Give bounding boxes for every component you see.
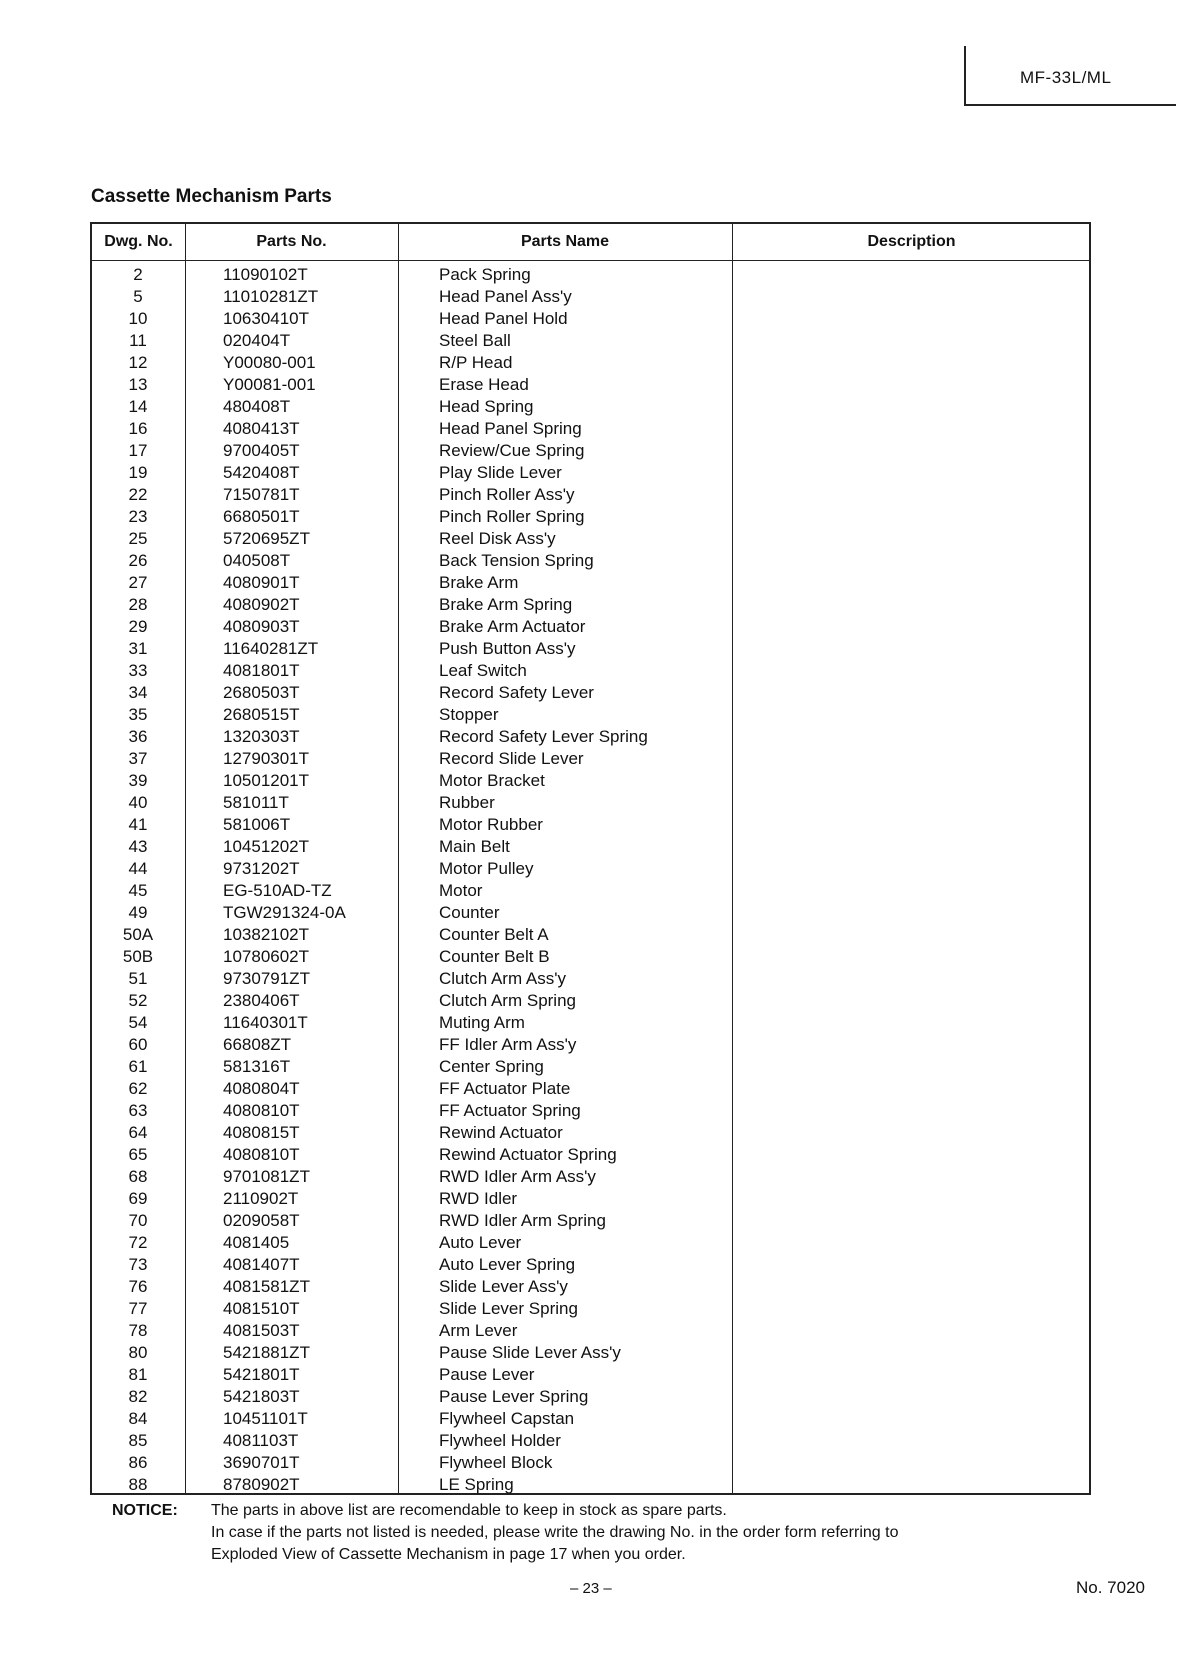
- cell-parts-name: Motor Bracket: [439, 771, 545, 790]
- cell-dwg-no: 28: [128, 595, 148, 614]
- cell-dwg-no: 54: [128, 1013, 148, 1032]
- cell-dwg-no: 23: [128, 507, 148, 526]
- cell-parts-no: 040508T: [223, 551, 291, 570]
- cell-parts-name: Play Slide Lever: [439, 463, 562, 482]
- table-row: [92, 836, 1089, 858]
- notice-text: [211, 1500, 1179, 1566]
- cell-parts-name: Motor Rubber: [439, 815, 543, 834]
- cell-parts-no: 4081405: [223, 1233, 290, 1252]
- cell-parts-no: 1320303T: [223, 727, 300, 746]
- table-row: [92, 726, 1089, 748]
- cell-dwg-no: 31: [128, 639, 148, 658]
- cell-parts-name: Head Spring: [439, 397, 534, 416]
- cell-parts-name: Auto Lever Spring: [439, 1255, 576, 1274]
- cell-dwg-no: 50A: [122, 925, 154, 944]
- cell-parts-no: 480408T: [223, 397, 291, 416]
- cell-dwg-no: 45: [128, 881, 148, 900]
- table-row: [92, 1342, 1089, 1364]
- cell-parts-no: 2380406T: [223, 991, 300, 1010]
- table-row: [92, 1144, 1089, 1166]
- cell-parts-no: 11010281ZT: [223, 287, 319, 306]
- table-row: [92, 1254, 1089, 1276]
- cell-dwg-no: 34: [128, 683, 148, 702]
- cell-parts-name: Pause Lever Spring: [439, 1387, 589, 1406]
- cell-parts-no: 4081801T: [223, 661, 300, 680]
- cell-parts-no: 7150781T: [223, 485, 300, 504]
- cell-dwg-no: 85: [128, 1431, 148, 1450]
- cell-parts-no: TGW291324-0A: [223, 903, 346, 922]
- table-row: [92, 1452, 1089, 1474]
- cell-parts-name: Counter: [439, 903, 500, 922]
- header-divider: [92, 260, 1089, 261]
- table-row: [92, 1298, 1089, 1320]
- notice-line: In case if the parts not listed is needed, please write the drawing No. in the order form referring to: [211, 1524, 899, 1541]
- table-row: [92, 704, 1089, 726]
- table-row: [92, 1122, 1089, 1144]
- cell-parts-name: Flywheel Capstan: [439, 1409, 575, 1428]
- cell-parts-no: 581011T: [223, 793, 289, 812]
- table-row: [92, 792, 1089, 814]
- cell-parts-no: 020404T: [223, 331, 291, 350]
- cell-dwg-no: 29: [128, 617, 148, 636]
- header-description: Description: [867, 233, 956, 250]
- parts-table: [90, 222, 1091, 1495]
- cell-dwg-no: 77: [128, 1299, 148, 1318]
- cell-parts-name: Arm Lever: [439, 1321, 518, 1340]
- table-row: [92, 396, 1089, 418]
- cell-parts-no: 11640281ZT: [223, 639, 319, 658]
- cell-parts-name: Motor Pulley: [439, 859, 534, 878]
- document-number: No. 7020: [1076, 1578, 1145, 1597]
- table-row: [92, 594, 1089, 616]
- cell-parts-name: Pinch Roller Spring: [439, 507, 585, 526]
- table-row: [92, 1320, 1089, 1342]
- table-row: [92, 880, 1089, 902]
- cell-dwg-no: 10: [128, 309, 148, 328]
- table-row: [92, 1166, 1089, 1188]
- cell-parts-no: Y00080-001: [223, 353, 316, 372]
- cell-dwg-no: 25: [128, 529, 148, 548]
- table-row: [92, 1078, 1089, 1100]
- table-row: [92, 660, 1089, 682]
- table-row: [92, 484, 1089, 506]
- table-row: [92, 814, 1089, 836]
- table-row: [92, 1210, 1089, 1232]
- table-row: [92, 506, 1089, 528]
- cell-dwg-no: 52: [128, 991, 148, 1010]
- cell-parts-name: Pause Slide Lever Ass'y: [439, 1343, 621, 1362]
- cell-parts-name: Auto Lever: [439, 1233, 522, 1252]
- cell-parts-name: Flywheel Holder: [439, 1431, 561, 1450]
- cell-dwg-no: 5: [133, 287, 143, 306]
- table-row: [92, 1100, 1089, 1122]
- cell-dwg-no: 51: [128, 969, 148, 988]
- table-row: [92, 1012, 1089, 1034]
- cell-parts-name: Main Belt: [439, 837, 510, 856]
- table-row: [92, 616, 1089, 638]
- table-row: [92, 462, 1089, 484]
- cell-parts-name: Pinch Roller Ass'y: [439, 485, 575, 504]
- cell-dwg-no: 88: [128, 1475, 148, 1494]
- header-parts-no: Parts No.: [256, 233, 327, 250]
- table-row: [92, 968, 1089, 990]
- cell-dwg-no: 35: [128, 705, 148, 724]
- cell-dwg-no: 37: [128, 749, 148, 768]
- cell-parts-name: Rubber: [439, 793, 495, 812]
- cell-parts-no: 4081503T: [223, 1321, 300, 1340]
- cell-parts-no: 4081407T: [223, 1255, 300, 1274]
- table-row: [92, 1430, 1089, 1452]
- cell-dwg-no: 41: [128, 815, 148, 834]
- cell-dwg-no: 36: [128, 727, 148, 746]
- table-row: [92, 858, 1089, 880]
- cell-parts-no: 2110902T: [223, 1189, 299, 1208]
- cell-parts-name: Muting Arm: [439, 1013, 525, 1032]
- cell-parts-no: 4080810T: [223, 1145, 300, 1164]
- notice-label: NOTICE:: [112, 1502, 178, 1519]
- cell-parts-name: Motor: [439, 881, 483, 900]
- cell-parts-no: 5420408T: [223, 463, 300, 482]
- cell-dwg-no: 12: [128, 353, 148, 372]
- cell-dwg-no: 2: [133, 265, 143, 284]
- cell-parts-no: 2680515T: [223, 705, 300, 724]
- cell-parts-name: Steel Ball: [439, 331, 511, 350]
- cell-parts-name: Rewind Actuator Spring: [439, 1145, 617, 1164]
- cell-parts-no: 9730791ZT: [223, 969, 310, 988]
- cell-parts-name: FF Actuator Plate: [439, 1079, 571, 1098]
- cell-parts-no: 5720695ZT: [223, 529, 310, 548]
- cell-dwg-no: 72: [128, 1233, 148, 1252]
- table-row: [92, 286, 1089, 308]
- cell-parts-name: FF Idler Arm Ass'y: [439, 1035, 577, 1054]
- header-dwg-no: Dwg. No.: [104, 233, 173, 250]
- cell-dwg-no: 65: [128, 1145, 148, 1164]
- table-row: [92, 440, 1089, 462]
- cell-parts-name: Back Tension Spring: [439, 551, 594, 570]
- table-row: [92, 528, 1089, 550]
- cell-dwg-no: 69: [128, 1189, 148, 1208]
- cell-parts-no: 8780902T: [223, 1475, 300, 1494]
- cell-parts-no: 4081510T: [223, 1299, 300, 1318]
- table-row: [92, 924, 1089, 946]
- table-row: [92, 946, 1089, 968]
- cell-dwg-no: 64: [128, 1123, 148, 1142]
- cell-parts-name: Review/Cue Spring: [439, 441, 585, 460]
- table-row: [92, 1364, 1089, 1386]
- cell-parts-no: 4080902T: [223, 595, 300, 614]
- cell-dwg-no: 80: [128, 1343, 148, 1362]
- cell-dwg-no: 86: [128, 1453, 148, 1472]
- cell-parts-no: 4080815T: [223, 1123, 300, 1142]
- cell-dwg-no: 73: [128, 1255, 148, 1274]
- table-row: [92, 264, 1089, 286]
- cell-parts-no: 3690701T: [223, 1453, 300, 1472]
- cell-dwg-no: 43: [128, 837, 148, 856]
- cell-dwg-no: 63: [128, 1101, 148, 1120]
- cell-parts-name: RWD Idler Arm Ass'y: [439, 1167, 596, 1186]
- cell-dwg-no: 33: [128, 661, 148, 680]
- cell-parts-name: Brake Arm Actuator: [439, 617, 586, 636]
- table-row: [92, 1188, 1089, 1210]
- cell-parts-no: 10451202T: [223, 837, 310, 856]
- cell-dwg-no: 27: [128, 573, 148, 592]
- cell-dwg-no: 16: [128, 419, 148, 438]
- table-row: [92, 1276, 1089, 1298]
- cell-dwg-no: 49: [128, 903, 148, 922]
- cell-dwg-no: 82: [128, 1387, 148, 1406]
- cell-dwg-no: 50B: [122, 947, 154, 966]
- notice-line: The parts in above list are recomendable to keep in stock as spare parts.: [211, 1502, 727, 1519]
- cell-parts-name: RWD Idler Arm Spring: [439, 1211, 606, 1230]
- table-row: [92, 374, 1089, 396]
- cell-parts-no: 4080413T: [223, 419, 300, 438]
- table-row: [92, 990, 1089, 1012]
- section-title: Cassette Mechanism Parts: [91, 186, 332, 207]
- cell-parts-name: Counter Belt A: [439, 925, 549, 944]
- table-row: [92, 1474, 1089, 1496]
- cell-dwg-no: 39: [128, 771, 148, 790]
- table-row: [92, 550, 1089, 572]
- cell-parts-no: 10382102T: [223, 925, 310, 944]
- cell-dwg-no: 78: [128, 1321, 148, 1340]
- cell-parts-name: Brake Arm Spring: [439, 595, 573, 614]
- cell-parts-name: RWD Idler: [439, 1189, 518, 1208]
- cell-dwg-no: 44: [128, 859, 148, 878]
- cell-parts-no: EG-510AD-TZ: [223, 881, 332, 900]
- table-row: [92, 308, 1089, 330]
- cell-dwg-no: 14: [128, 397, 148, 416]
- model-number: MF-33L/ML: [1020, 68, 1112, 87]
- cell-parts-no: 6680501T: [223, 507, 300, 526]
- cell-parts-name: Center Spring: [439, 1057, 544, 1076]
- cell-parts-no: 11090102T: [223, 265, 308, 284]
- table-row: [92, 1232, 1089, 1254]
- cell-parts-no: Y00081-001: [223, 375, 316, 394]
- cell-parts-no: 4080901T: [223, 573, 300, 592]
- cell-parts-no: 581006T: [223, 815, 291, 834]
- cell-parts-name: Rewind Actuator: [439, 1123, 563, 1142]
- header-parts-name: Parts Name: [520, 233, 610, 250]
- cell-dwg-no: 22: [128, 485, 148, 504]
- table-row: [92, 572, 1089, 594]
- table-row: [92, 1386, 1089, 1408]
- cell-parts-no: 10780602T: [223, 947, 310, 966]
- cell-dwg-no: 26: [128, 551, 148, 570]
- cell-parts-no: 4080903T: [223, 617, 300, 636]
- table-row: [92, 1056, 1089, 1078]
- table-row: [92, 682, 1089, 704]
- cell-parts-name: Reel Disk Ass'y: [439, 529, 556, 548]
- cell-parts-name: Head Panel Hold: [439, 309, 568, 328]
- cell-parts-no: 9731202T: [223, 859, 300, 878]
- table-row: [92, 418, 1089, 440]
- cell-parts-no: 9700405T: [223, 441, 300, 460]
- cell-parts-no: 581316T: [223, 1057, 291, 1076]
- cell-dwg-no: 19: [128, 463, 148, 482]
- notice-line: Exploded View of Cassette Mechanism in page 17 when you order.: [211, 1546, 686, 1563]
- cell-parts-no: 11640301T: [223, 1013, 308, 1032]
- cell-parts-no: 10630410T: [223, 309, 310, 328]
- table-row: [92, 1408, 1089, 1430]
- cell-dwg-no: 84: [128, 1409, 148, 1428]
- cell-parts-no: 0209058T: [223, 1211, 300, 1230]
- table-row: [92, 1034, 1089, 1056]
- table-row: [92, 330, 1089, 352]
- cell-parts-no: 2680503T: [223, 683, 300, 702]
- cell-dwg-no: 40: [128, 793, 148, 812]
- cell-parts-no: 5421801T: [223, 1365, 300, 1384]
- table-row: [92, 902, 1089, 924]
- cell-parts-no: 12790301T: [223, 749, 310, 768]
- table-row: [92, 352, 1089, 374]
- cell-parts-name: Pause Lever: [439, 1365, 535, 1384]
- cell-parts-no: 66808ZT: [223, 1035, 292, 1054]
- cell-parts-name: Clutch Arm Spring: [439, 991, 576, 1010]
- cell-parts-name: FF Actuator Spring: [439, 1101, 581, 1120]
- cell-dwg-no: 13: [128, 375, 148, 394]
- cell-parts-name: Pack Spring: [439, 265, 531, 284]
- cell-dwg-no: 17: [128, 441, 148, 460]
- cell-parts-name: Stopper: [439, 705, 499, 724]
- cell-dwg-no: 62: [128, 1079, 148, 1098]
- cell-parts-name: Clutch Arm Ass'y: [439, 969, 567, 988]
- cell-parts-name: Head Panel Ass'y: [439, 287, 572, 306]
- cell-parts-no: 4081103T: [223, 1431, 299, 1450]
- cell-parts-no: 4080804T: [223, 1079, 300, 1098]
- table-row: [92, 638, 1089, 660]
- cell-parts-name: LE Spring: [439, 1475, 514, 1494]
- cell-parts-no: 10451101T: [223, 1409, 308, 1428]
- cell-dwg-no: 11: [129, 331, 147, 350]
- cell-parts-name: R/P Head: [439, 353, 513, 372]
- cell-parts-no: 4081581ZT: [223, 1277, 310, 1296]
- cell-parts-name: Record Slide Lever: [439, 749, 584, 768]
- table-body: [92, 264, 1089, 1496]
- cell-parts-name: Slide Lever Ass'y: [439, 1277, 568, 1296]
- cell-dwg-no: 81: [128, 1365, 148, 1384]
- cell-parts-name: Record Safety Lever: [439, 683, 594, 702]
- cell-dwg-no: 61: [128, 1057, 148, 1076]
- cell-parts-no: 9701081ZT: [223, 1167, 310, 1186]
- cell-parts-name: Erase Head: [439, 375, 529, 394]
- cell-dwg-no: 60: [128, 1035, 148, 1054]
- page-number: – 23 –: [570, 1580, 612, 1597]
- table-row: [92, 770, 1089, 792]
- cell-parts-name: Record Safety Lever Spring: [439, 727, 648, 746]
- table-row: [92, 748, 1089, 770]
- cell-parts-name: Slide Lever Spring: [439, 1299, 578, 1318]
- cell-parts-name: Counter Belt B: [439, 947, 550, 966]
- cell-parts-no: 5421803T: [223, 1387, 300, 1406]
- cell-parts-no: 10501201T: [223, 771, 310, 790]
- cell-dwg-no: 76: [128, 1277, 148, 1296]
- cell-parts-name: Flywheel Block: [439, 1453, 553, 1472]
- cell-parts-name: Head Panel Spring: [439, 419, 582, 438]
- cell-dwg-no: 70: [128, 1211, 148, 1230]
- cell-dwg-no: 68: [128, 1167, 148, 1186]
- cell-parts-name: Push Button Ass'y: [439, 639, 576, 658]
- cell-parts-no: 4080810T: [223, 1101, 300, 1120]
- cell-parts-name: Brake Arm: [439, 573, 519, 592]
- cell-parts-name: Leaf Switch: [439, 661, 527, 680]
- cell-parts-no: 5421881ZT: [223, 1343, 310, 1362]
